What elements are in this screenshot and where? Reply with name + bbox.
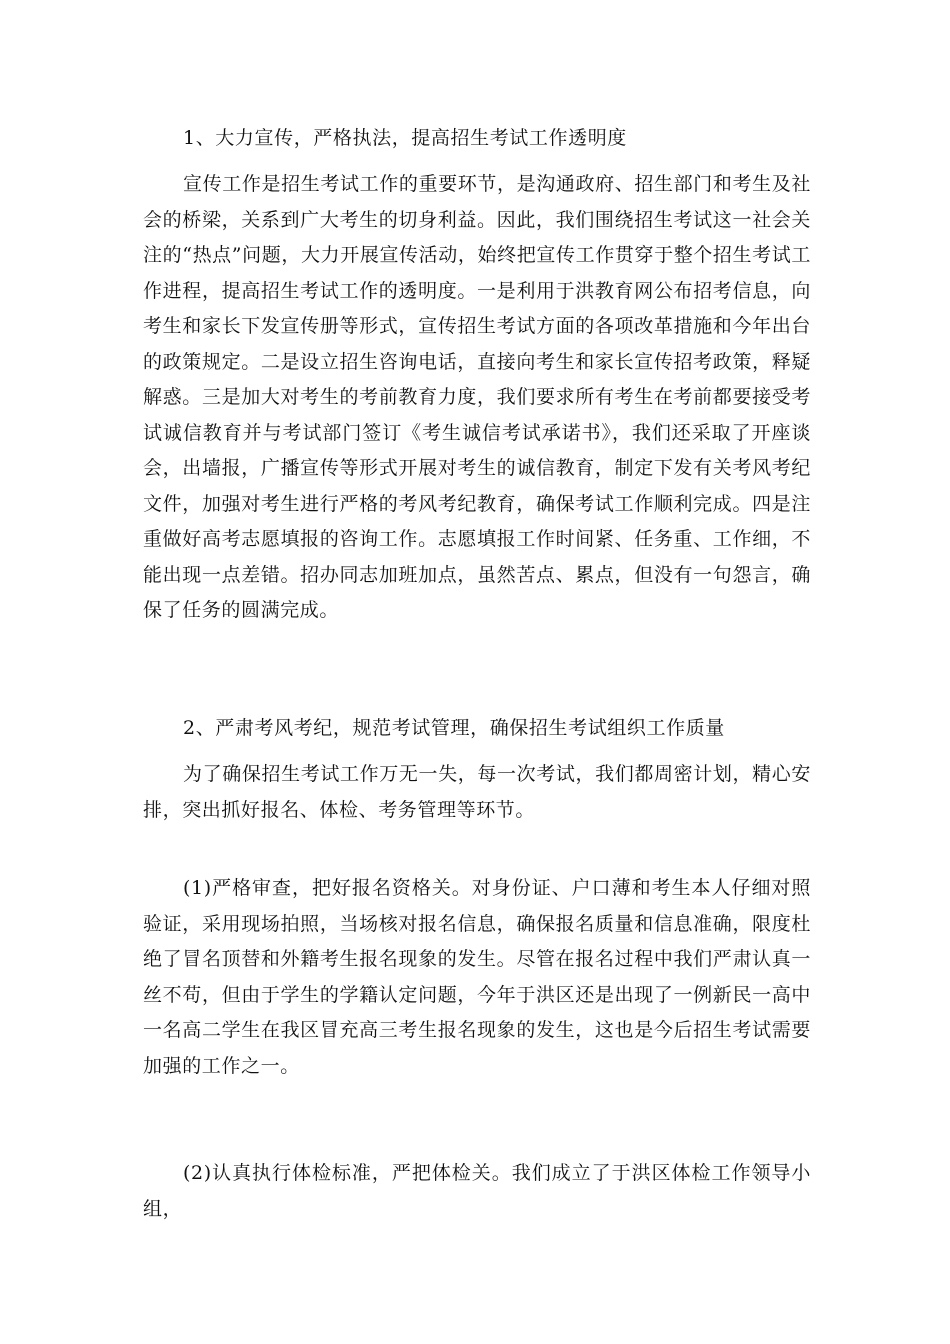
paragraph-2: 为了确保招生考试工作万无一失，每一次考试，我们都周密计划，精心安排，突出抓好报名、体检、考务管理等环节。 <box>143 763 811 821</box>
paragraph-1: 宣传工作是招生考试工作的重要环节，是沟通政府、招生部门和考生及社会的桥梁，关系到广大考生的切身利益。因此，我们围绕招生考试这一社会关注的“热点”问题，大力开展宣传活动，始终把宣传工作贯穿于整个招生考试工作进程，提高招生考试工作的透明度。一是利用于洪教育网公布招考信息，向考生和家长下发宣传册等形式，宣传招生考试方面的各项改革措施和今年出台的政策规定。二是设立招生咨询电话，直接向考生和家长宣传招考政策，释疑解惑。三是加大对考生的考前教育力度，我们要求所有考生在考前都要接受考试诚信教育并与考试部门签订《考生诚信考试承诺书》，我们还采取了开座谈会，出墙报，广播宣传等形式开展对考生的诚信教育，制定下发有关考风考纪文件，加强对考生进行严格的考风考纪教育，确保考试工作顺利完成。四是注重做好高考志愿填报的咨询工作。志愿填报工作时间紧、任务重、工作细，不能出现一点差错。招办同志加班加点，虽然苦点、累点，但没有一句怨言，确保了任务的圆满完成。 <box>143 173 811 621</box>
section-heading-2: 2、严肃考风考纪，规范考试管理，确保招生考试组织工作质量 <box>183 717 725 739</box>
section-heading-1: 1、大力宣传，严格执法，提高招生考试工作透明度 <box>183 127 627 149</box>
paragraph-3: (1)严格审查，把好报名资格关。对身份证、户口薄和考生本人仔细对照验证，采用现场拍照，当场核对报名信息，确保报名质量和信息准确，限度杜绝了冒名顶替和外籍考生报名现象的发生。尽管在报名过程中我们严肃认真一丝不苟，但由于学生的学籍认定问题，今年于洪区还是出现了一例新民一高中一名高二学生在我区冒充高三考生报名现象的发生，这也是今后招生考试需要加强的工作之一。 <box>143 877 811 1077</box>
paragraph-4: (2)认真执行体检标准，严把体检关。我们成立了于洪区体检工作领导小组， <box>143 1162 811 1220</box>
